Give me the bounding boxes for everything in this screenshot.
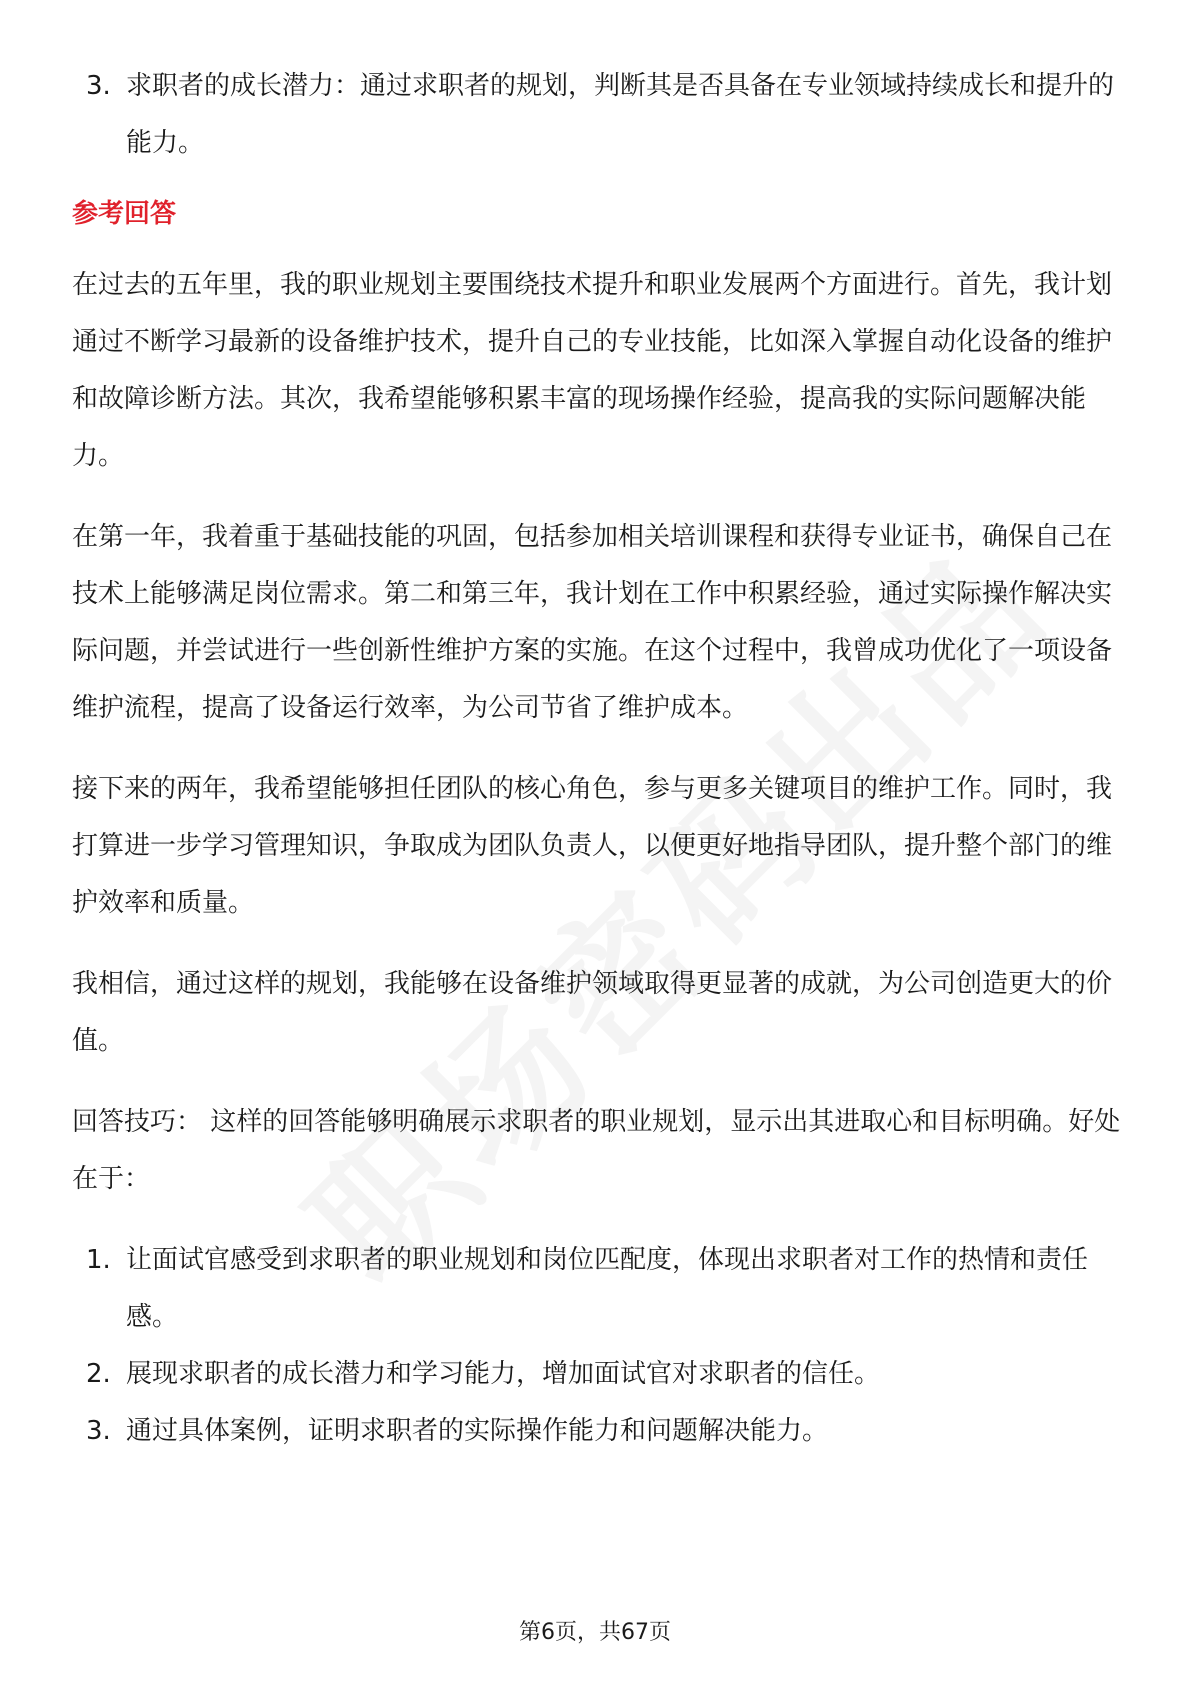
section-heading: 参考回答 (72, 199, 177, 229)
paragraph-3: 接下来的两年，我希望能够担任团队的核心角色，参与更多关键项目的维护工作。同时，我打算进一步学习管理知识，争取成为团队负责人，以便更好地指导团队，提升整个部门的维护效率和质量。 (72, 774, 1113, 918)
list-item-number: 3. (86, 1416, 111, 1446)
page-number-footer: 第6页，共67页 (519, 1620, 671, 1645)
paragraph-tips: 回答技巧： 这样的回答能够明确展示求职者的职业规划，显示出其进取心和目标明确。好处在于： (72, 1107, 1121, 1194)
paragraph-2: 在第一年，我着重于基础技能的巩固，包括参加相关培训课程和获得专业证书，确保自己在技术上能够满足岗位需求。第二和第三年，我计划在工作中积累经验，通过实际操作解决实际问题，并尝试进行一些创新性维护方案的实施。在这个过程中，我曾成功优化了一项设备维护流程，提高了设备运行效率，为公司节省了维护成本。 (72, 522, 1113, 723)
list-item-text: 展现求职者的成长潜力和学习能力，增加面试官对求职者的信任。 (126, 1359, 881, 1389)
list-item (72, 1403, 1122, 1460)
list-item (72, 1346, 1122, 1403)
paragraph-1: 在过去的五年里，我的职业规划主要围绕技术提升和职业发展两个方面进行。首先，我计划通过不断学习最新的设备维护技术，提升自己的专业技能，比如深入掌握自动化设备的维护和故障诊断方法。其次，我希望能够积累丰富的现场操作经验，提高我的实际问题解决能力。 (72, 270, 1113, 471)
list-item-number: 3. (86, 71, 111, 101)
list-item-number: 1. (86, 1245, 111, 1275)
list-item-text: 求职者的成长潜力：通过求职者的规划，判断其是否具备在专业领域持续成长和提升的能力。 (126, 71, 1115, 158)
top-list (72, 58, 1122, 172)
list-item-text: 让面试官感受到求职者的职业规划和岗位匹配度，体现出求职者对工作的热情和责任感。 (126, 1245, 1089, 1332)
paragraph-4: 我相信，通过这样的规划，我能够在设备维护领域取得更显著的成就，为公司创造更大的价值。 (72, 969, 1113, 1056)
list-item (72, 1232, 1122, 1346)
list-item-number: 2. (86, 1359, 111, 1389)
benefits-list (72, 1232, 1122, 1460)
page-content (72, 58, 1122, 1460)
list-item (72, 58, 1122, 172)
list-item-text: 通过具体案例，证明求职者的实际操作能力和问题解决能力。 (126, 1416, 829, 1446)
